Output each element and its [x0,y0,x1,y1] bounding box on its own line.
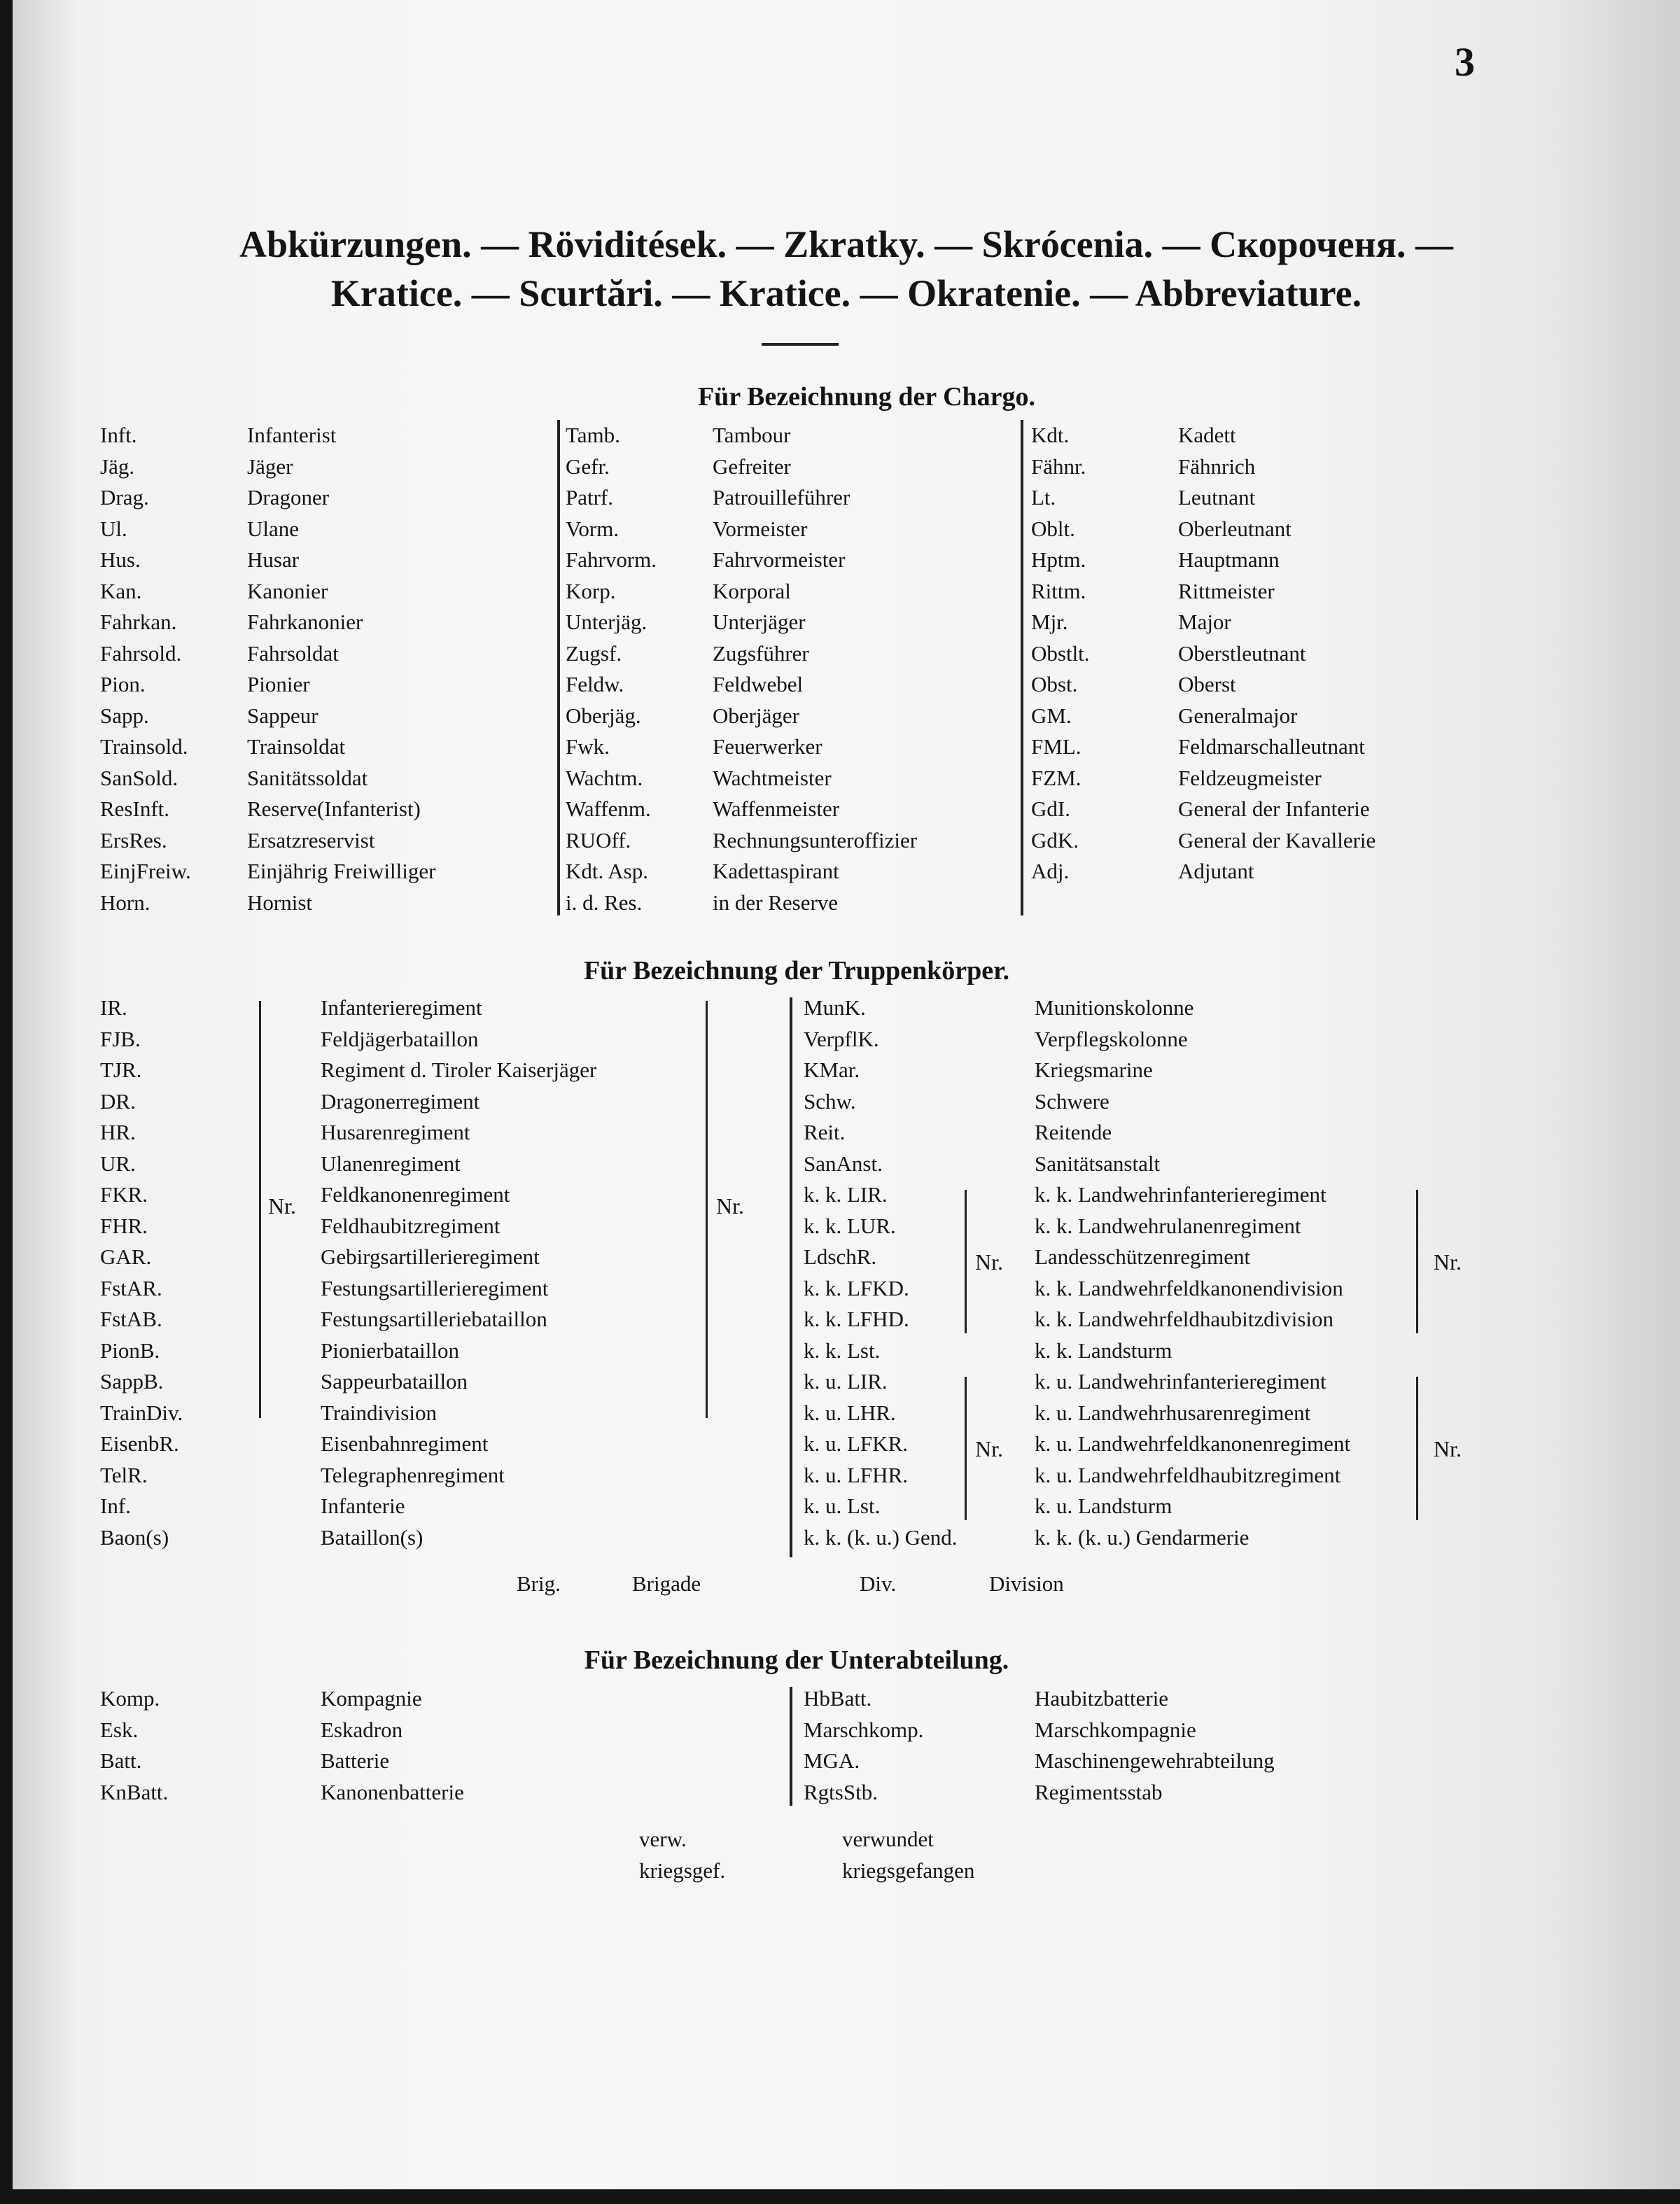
charge-entry-abbr: Trainsold. [100,734,188,759]
brace [965,1190,967,1333]
unter-entry-abbr: Marschkomp. [804,1717,924,1742]
charge-entry-full: Major [1178,610,1231,634]
charge-col2-abbr [566,420,657,918]
title-divider [762,343,839,346]
nr-label: Nr. [975,1249,1003,1275]
truppen-entry-full: Schwere [1035,1088,1110,1114]
unter-entry-full: Kanonenbatterie [321,1779,464,1804]
charge-entry-abbr: Korp. [566,578,616,603]
unter-right-full [1035,1683,1275,1808]
truppen-entry-full: k. k. Landwehrfeldhaubitzdivision [1035,1307,1334,1331]
truppen-entry-full: Eisenbahnregiment [321,1431,489,1456]
charge-entry-full: Unterjäger [713,610,806,634]
unter-entry-abbr: RgtsStb. [804,1779,878,1804]
charge-entry-abbr: Ul. [100,516,127,541]
charge-entry-abbr: Jäg. [100,454,135,479]
unter-entry-abbr: HbBatt. [804,1686,872,1711]
column-divider [790,1687,792,1806]
document-page [13,0,1680,2189]
truppen-entry-abbr: k. u. Lst. [804,1494,881,1518]
truppen-entry-abbr: IR. [100,995,127,1020]
charge-entry-abbr: GdK. [1031,827,1079,852]
charge-entry-full: Zugsführer [713,640,809,666]
unter-entry-full: Regimentsstab [1035,1779,1163,1804]
charge-entry-full: Kanonier [247,578,328,603]
title-line-1: Abkürzungen. — Röviditések. — Zkratky. — Skrócenia. — Скороченя. — [239,223,1453,265]
truppen-entry-full: Munitionskolonne [1035,995,1194,1020]
charge-entry-full: Sanitätssoldat [247,765,368,790]
column-divider [1021,420,1023,915]
truppen-entry-abbr: k. k. (k. u.) Gend. [804,1524,958,1550]
truppen-entry-abbr: HR. [100,1120,136,1144]
truppen-entry-abbr: k. u. LFKR. [804,1431,908,1456]
charge-entry-full: Oberjäger [713,703,799,728]
charge-entry-full: Kadettaspirant [713,859,839,883]
truppen-entry-full: Infanterie [321,1494,405,1518]
brace [706,1001,708,1418]
truppen-left-full [321,992,596,1553]
truppen-entry-abbr: LdschR. [804,1244,877,1269]
charge-entry-full: Feuerwerker [713,734,822,759]
truppen-entry-abbr: k. u. LIR. [804,1369,888,1394]
charge-entry-abbr: Wachtm. [566,765,643,790]
charge-entry-full: Fahrkanonier [247,610,363,634]
truppen-entry-abbr: Baon(s) [100,1524,169,1550]
footer-abbr-brig: Brig. [517,1571,561,1596]
truppen-entry-abbr: DR. [100,1088,136,1114]
charge-entry-abbr: Hptm. [1031,547,1086,572]
truppen-entry-full: k. k. Landwehrulanenregiment [1035,1213,1301,1238]
charge-entry-full: Oberst [1178,672,1236,696]
truppen-entry-full: Landesschützenregiment [1035,1244,1251,1269]
truppen-entry-full: Husarenregiment [321,1120,470,1144]
page-number: 3 [1455,39,1475,85]
charge-entry-abbr: Inft. [100,423,137,447]
charge-entry-full: Gefreiter [713,454,791,479]
charge-entry-full: Jäger [247,454,293,479]
truppen-entry-full: Feldkanonenregiment [321,1182,510,1207]
charge-entry-abbr: Obstlt. [1031,640,1090,666]
truppen-entry-abbr: PionB. [100,1338,160,1363]
column-divider [790,997,792,1557]
truppen-entry-abbr: UR. [100,1151,136,1176]
column-divider [557,420,560,915]
charge-entry-abbr: Hus. [100,547,141,572]
charge-entry-full: Generalmajor [1178,703,1298,728]
truppen-entry-abbr: TrainDiv. [100,1400,183,1425]
charge-entry-abbr: Rittm. [1031,578,1086,603]
charge-entry-full: Leutnant [1178,485,1256,510]
section-heading-truppen: Für Bezeichnung der Truppenkörper. [583,956,1010,985]
charge-entry-full: Feldzeugmeister [1178,765,1322,790]
charge-entry-abbr: Fahrvorm. [566,547,657,572]
charge-entry-abbr: Adj. [1031,859,1070,883]
charge-entry-abbr: Kan. [100,578,142,603]
charge-entry-full: Oberleutnant [1178,516,1292,541]
title-line-2: Kratice. — Scurtări. — Kratice. — Okratenie. — Abbreviature. [330,272,1362,314]
footer-abbr-verw: verw. [639,1827,687,1851]
charge-entry-abbr: Oberjäg. [566,703,641,728]
truppen-entry-abbr: FJB. [100,1026,141,1051]
truppen-left-abbr [100,992,183,1553]
truppen-entry-full: Sanitätsanstalt [1035,1151,1161,1176]
truppen-entry-abbr: k. k. LFHD. [804,1307,909,1331]
truppen-entry-full: Dragonerregiment [321,1088,480,1114]
truppen-entry-abbr: TJR. [100,1058,142,1082]
charge-entry-full: Fahrsoldat [247,640,339,666]
charge-entry-abbr: Mjr. [1031,610,1068,634]
truppen-entry-full: Verpflegskolonne [1035,1026,1188,1051]
charge-entry-abbr: Fähnr. [1031,454,1086,479]
nr-label: Nr. [268,1193,296,1219]
charge-entry-abbr: EinjFreiw. [100,859,191,883]
charge-entry-abbr: ErsRes. [100,827,167,852]
brace [1416,1377,1418,1520]
truppen-entry-abbr: k. u. LHR. [804,1400,896,1425]
truppen-entry-full: k. u. Landwehrinfanterieregiment [1035,1369,1326,1394]
charge-entry-abbr: Tamb. [566,423,620,447]
charge-entry-full: Sappeur [247,703,318,728]
truppen-entry-abbr: k. k. Lst. [804,1338,881,1363]
charge-entry-full: Adjutant [1178,859,1254,883]
charge-entry-full: Pionier [247,672,310,696]
unter-entry-full: Kompagnie [321,1686,422,1711]
charge-entry-abbr: Gefr. [566,454,610,479]
charge-entry-full: Oberstleutnant [1178,640,1306,666]
charge-entry-abbr: Patrf. [566,485,614,510]
truppen-entry-abbr: FKR. [100,1182,148,1207]
unter-left-full [321,1683,464,1808]
truppen-entry-full: Regiment d. Tiroler Kaiserjäger [321,1058,597,1082]
footer-abbr-div: Div. [860,1571,897,1596]
charge-entry-full: Feldmarschalleutnant [1178,734,1365,759]
charge-entry-full: Ersatzreservist [247,827,375,852]
footer-full-division: Division [989,1571,1064,1596]
charge-entry-full: Trainsoldat [247,734,346,759]
truppen-entry-full: Reitende [1035,1120,1112,1144]
charge-entry-full: Feldwebel [713,672,804,696]
truppen-entry-full: k. u. Landwehrfeldkanonenregiment [1035,1431,1351,1456]
charge-entry-abbr: Waffenm. [566,796,651,821]
charge-entry-abbr: Obst. [1031,672,1078,696]
unter-entry-abbr: KnBatt. [100,1779,169,1804]
truppen-entry-abbr: SappB. [100,1369,164,1394]
section-heading-charge: Für Bezeichnung der Chargo. [697,382,1036,412]
truppen-entry-abbr: k. u. LFHR. [804,1462,908,1487]
truppen-entry-full: Festungsartilleriebataillon [321,1307,547,1331]
footer-full-brigade: Brigade [632,1571,701,1596]
truppen-entry-abbr: GAR. [100,1244,152,1269]
charge-entry-abbr: Lt. [1031,485,1056,510]
charge-entry-abbr: Kdt. Asp. [566,859,648,883]
charge-entry-full: Rittmeister [1178,578,1275,603]
nr-label: Nr. [1434,1436,1462,1461]
section-heading-unterabteilung: Für Bezeichnung der Unterabteilung. [584,1645,1009,1675]
charge-entry-full: Patrouilleführer [713,485,850,510]
truppen-entry-abbr: k. k. LUR. [804,1213,896,1238]
truppen-entry-full: Bataillon(s) [321,1524,424,1550]
truppen-entry-full: Gebirgsartillerieregiment [321,1244,540,1269]
truppen-entry-abbr: VerpflK. [804,1026,879,1051]
charge-entry-full: Tambour [713,423,791,447]
truppen-entry-abbr: FstAB. [100,1307,162,1331]
charge-col1-full [247,420,435,918]
truppen-entry-full: k. k. Landwehrfeldkanonendivision [1035,1275,1343,1300]
charge-entry-full: Husar [247,547,300,572]
truppen-entry-abbr: Reit. [804,1120,846,1144]
charge-entry-abbr: Fahrkan. [100,610,177,634]
brace [965,1377,967,1520]
truppen-entry-full: Telegraphenregiment [321,1462,505,1487]
charge-entry-full: Ulane [247,516,300,541]
charge-entry-abbr: FML. [1031,734,1082,759]
charge-entry-full: Wachtmeister [713,765,832,790]
truppen-entry-abbr: k. k. LFKD. [804,1275,909,1300]
brace [259,1001,261,1418]
charge-entry-full: Reserve(Infanterist) [247,796,421,821]
charge-entry-full: Dragoner [247,485,330,510]
unter-entry-abbr: Batt. [100,1748,142,1773]
unter-entry-full: Eskadron [321,1717,403,1742]
truppen-entry-full: Kriegsmarine [1035,1058,1153,1082]
truppen-entry-abbr: KMar. [804,1058,860,1082]
charge-col1-abbr [100,420,191,918]
charge-entry-abbr: Kdt. [1031,423,1070,447]
charge-entry-abbr: RUOff. [566,827,631,852]
charge-entry-abbr: Oblt. [1031,516,1075,541]
charge-entry-full: in der Reserve [713,890,839,915]
charge-entry-full: Vormeister [713,516,808,541]
unter-entry-full: Haubitzbatterie [1035,1686,1169,1711]
unter-entry-full: Batterie [321,1748,390,1773]
charge-entry-abbr: Pion. [100,672,146,696]
truppen-entry-abbr: FHR. [100,1213,148,1238]
charge-entry-full: Hornist [247,890,312,915]
truppen-entry-abbr: TelR. [100,1462,148,1487]
charge-entry-full: Korporal [713,578,791,603]
truppen-entry-full: k. k. Landsturm [1035,1338,1172,1363]
charge-entry-full: Infanterist [247,423,337,447]
truppen-entry-abbr: MunK. [804,995,866,1020]
charge-entry-abbr: Drag. [100,485,149,510]
footer-abbr-kriegsgef: kriegsgef. [639,1858,726,1883]
truppen-entry-full: Ulanenregiment [321,1151,461,1176]
charge-entry-full: General der Infanterie [1178,796,1370,821]
truppen-right-abbr [804,992,958,1553]
unter-right-abbr [804,1683,923,1808]
truppen-entry-full: k. u. Landwehrfeldhaubitzregiment [1035,1462,1341,1487]
unter-entry-full: Maschinengewehrabteilung [1035,1748,1275,1773]
charge-entry-abbr: FZM. [1031,765,1082,790]
truppen-entry-full: Traindivision [321,1400,437,1425]
truppen-entry-abbr: k. k. LIR. [804,1182,888,1207]
charge-entry-abbr: Fwk. [566,734,610,759]
truppen-entry-full: k. u. Landsturm [1035,1494,1172,1518]
truppen-entry-full: Feldhaubitzregiment [321,1213,500,1238]
truppen-entry-full: Infanterieregiment [321,995,482,1020]
unter-left-abbr [100,1683,168,1808]
truppen-entry-full: Pionierbataillon [321,1338,460,1363]
charge-entry-full: Rechnungsunteroffizier [713,827,918,852]
truppen-entry-full: Sappeurbataillon [321,1369,468,1394]
charge-entry-abbr: Unterjäg. [566,610,648,634]
charge-entry-full: Kadett [1178,423,1236,447]
brace [1416,1190,1418,1333]
charge-entry-abbr: SanSold. [100,765,178,790]
charge-entry-abbr: Feldw. [566,672,624,696]
unter-entry-abbr: Komp. [100,1686,160,1711]
charge-entry-abbr: Sapp. [100,703,149,728]
nr-label: Nr. [975,1436,1003,1461]
truppen-right-full [1035,992,1350,1553]
unter-entry-abbr: MGA. [804,1748,860,1773]
footer-full-verwundet: verwundet [842,1827,934,1851]
charge-entry-abbr: i. d. Res. [566,890,643,915]
truppen-entry-full: Festungsartillerieregiment [321,1275,549,1300]
charge-entry-full: Hauptmann [1178,547,1280,572]
footer-full-kriegsgefangen: kriegsgefangen [842,1858,975,1883]
truppen-entry-full: k. k. Landwehrinfanterieregiment [1035,1182,1326,1207]
nr-label: Nr. [716,1193,744,1219]
charge-col3-abbr [1031,420,1090,887]
charge-entry-abbr: ResInft. [100,796,170,821]
truppen-entry-abbr: Inf. [100,1494,131,1518]
nr-label: Nr. [1434,1249,1462,1275]
charge-entry-full: Einjährig Freiwilliger [247,859,436,883]
charge-entry-abbr: GM. [1031,703,1072,728]
truppen-entry-abbr: FstAR. [100,1275,162,1300]
charge-entry-abbr: Fahrsold. [100,640,182,666]
charge-entry-abbr: GdI. [1031,796,1070,821]
charge-entry-abbr: Vorm. [566,516,620,541]
charge-entry-full: General der Kavallerie [1178,827,1376,852]
truppen-entry-abbr: Schw. [804,1088,856,1114]
unter-entry-full: Marschkompagnie [1035,1717,1196,1742]
unter-entry-abbr: Esk. [100,1717,139,1742]
truppen-entry-full: k. k. (k. u.) Gendarmerie [1035,1524,1250,1550]
truppen-entry-full: k. u. Landwehrhusarenregiment [1035,1400,1311,1425]
charge-entry-abbr: Zugsf. [566,640,622,666]
truppen-entry-abbr: EisenbR. [100,1431,179,1456]
charge-entry-full: Waffenmeister [713,796,840,821]
truppen-entry-abbr: SanAnst. [804,1151,883,1176]
charge-entry-abbr: Horn. [100,890,150,915]
charge-col3-full [1178,420,1376,887]
truppen-entry-full: Feldjägerbataillon [321,1026,479,1051]
charge-col2-full [713,420,917,918]
charge-entry-full: Fähnrich [1178,454,1256,479]
charge-entry-full: Fahrvormeister [713,547,846,572]
